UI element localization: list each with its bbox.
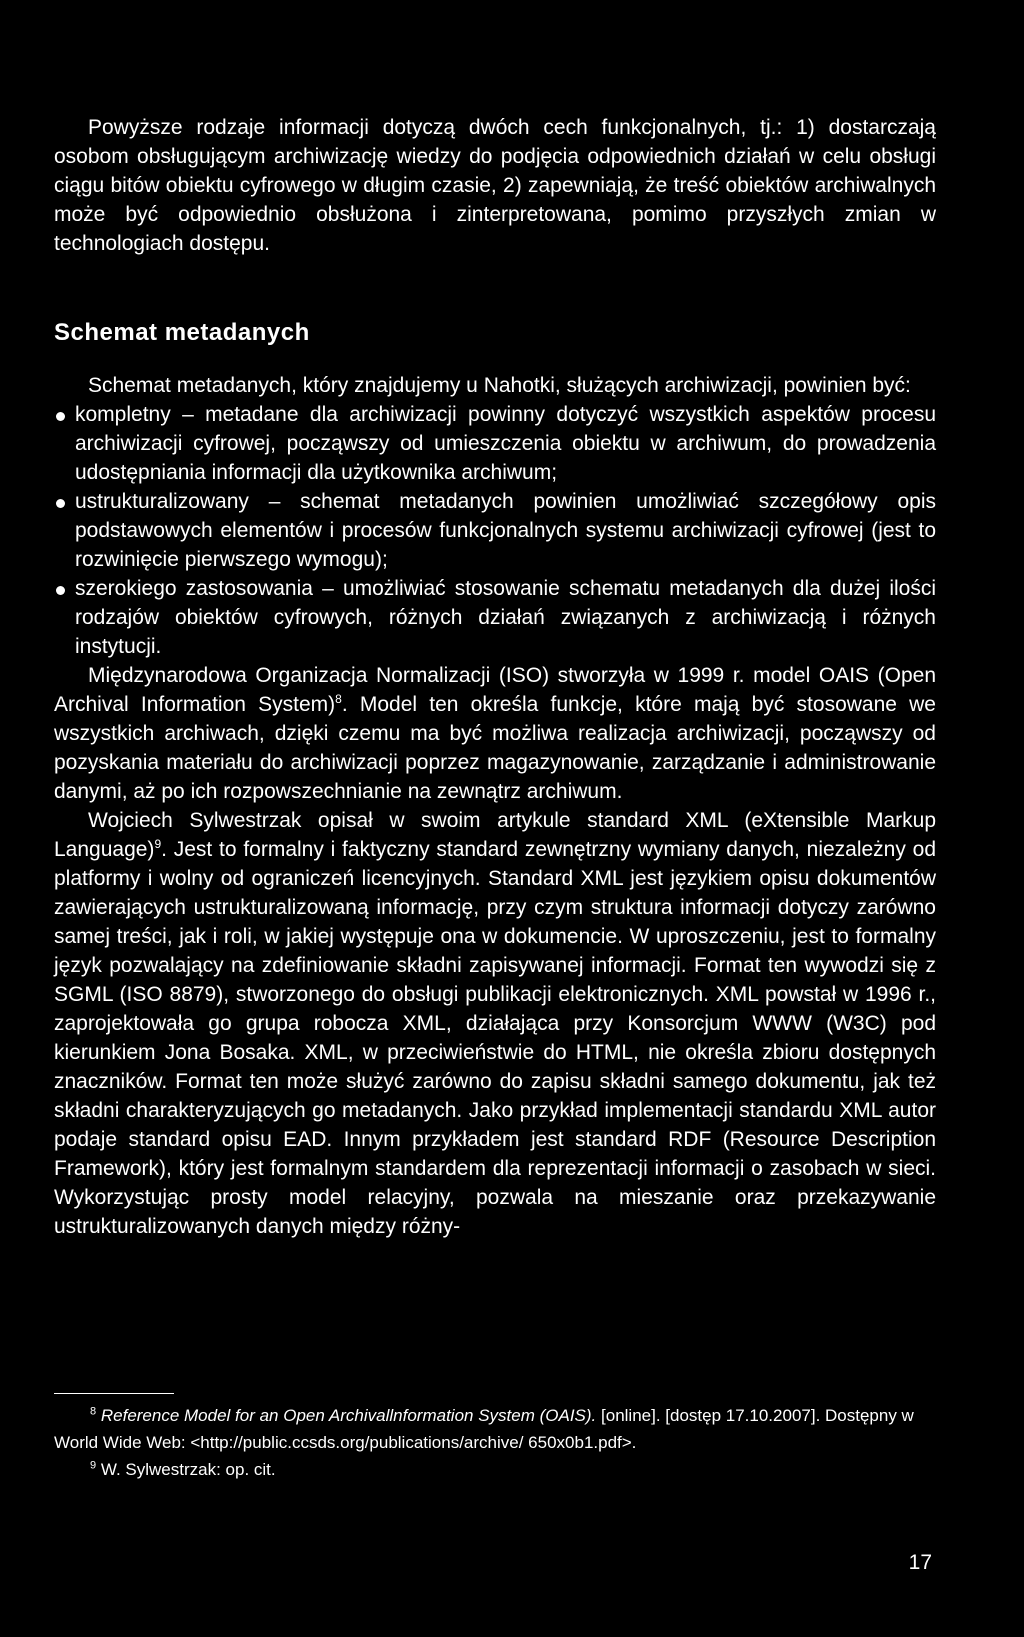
oais-paragraph: Międzynarodowa Organizacja Normalizacji (ISO) stworzyła w 1999 r. model OAIS (Open Archival Information System)$^8$. Model ten określa funkcje, które mają być stosowane we wszystkich archiwach, dzięki czemu ma być możliwa realizacja archiwizacji, począwszy od pozyskania materiału do archiwizacji poprzez magazynowanie, zarządzanie i administrowanie danymi, aż po ich rozpowszechnianie na zewnątrz archiwum. bbox=[54, 664, 936, 803]
section-body bbox=[54, 371, 936, 1241]
list-item: kompletny – metadane dla archiwizacji powinny dotyczyć wszystkich aspektów procesu archiwizacji cyfrowej, począwszy od umieszczenia obiektu w archiwum, do prowadzenia udostępniania informacji dla użytkownika archiwum; bbox=[54, 400, 936, 487]
bullet-icon bbox=[56, 412, 65, 421]
section-lead: Schemat metadanych, który znajdujemy u Nahotki, służących archiwizacji, powinien być: bbox=[88, 374, 911, 397]
section-heading: Schemat metadanych bbox=[54, 319, 310, 346]
bullet-icon bbox=[56, 499, 65, 508]
xml-paragraph: Wojciech Sylwestrzak opisał w swoim artykule standard XML (eXtensible Markup Language)$^9$. Jest to formalny i faktyczny standard zewnętrzny wymiany danych, niezależny od platformy i wolny od ograniczeń licencyjnych. Standard XML jest językiem opisu dokumentów zawierających ustrukturalizowaną informację, przy czym struktura informacji dotyczy zarówno samej treści, jak i roli, w jakiej występuje ona w dokumencie. W uproszczeniu, jest to formalny język pozwalający na zdefiniowanie składni zapisywanej informacji. Format ten wywodzi się z SGML (ISO 8879), stworzonego do obsługi publikacji elektronicznych. XML powstał w 1996 r., zaprojektowała go grupa robocza XML, działająca przy Konsorcjum WWW (W3C) pod kierunkiem Jona Bosaka. XML, w przeciwieństwie do HTML, nie określa zbioru dostępnych znaczników. Format ten może służyć zarówno do zapisu składni samego dokumentu, jak też składni charakteryzujących go metadanych. Jako przykład implementacji standardu XML autor podaje standard opisu EAD. Innym przykładem jest standard RDF (Resource Description Framework), który jest formalnym standardem dla reprezentacji informacji o zasobach w sieci. Wykorzystując prosty model relacyjny, pozwala na mieszanie oraz przekazywanie ustrukturalizowanych danych między różny- bbox=[54, 809, 936, 1238]
intro-paragraph bbox=[54, 113, 936, 258]
footnote-divider bbox=[54, 1393, 174, 1394]
footnote-9: $^9$ W. Sylwestrzak: op. cit. bbox=[90, 1459, 276, 1479]
footnotes bbox=[54, 1402, 936, 1483]
footnote-ref-8: 8 bbox=[335, 692, 342, 706]
requirements-list bbox=[54, 400, 936, 661]
footnote-8-rest: [online]. [dostęp 17.10.2007]. Dostępny w World Wide Web: <http://public.ccsds.org/publications/archive/ 650x0b1.pdf>. bbox=[54, 1406, 914, 1452]
footnote-ref-9: 9 bbox=[154, 837, 162, 851]
bullet-icon bbox=[56, 586, 65, 595]
page-number: 17 bbox=[908, 1551, 932, 1574]
intro-rest: 1) dostarczają osobom obsługującym archiwizację wiedzy do podjęcia odpowiednich działań w celu obsługi ciągu bitów obiektu cyfrowego w długim czasie, 2) zapewniają, że treść obiektów archiwalnych może być odpowiednio obsłużona i zinterpretowana, pomimo przyszłych zmian w technologiach dostępu. bbox=[54, 116, 936, 255]
intro-block bbox=[54, 113, 936, 258]
intro-lead: Powyższe rodzaje informacji dotyczą dwóch cech funkcjonalnych, tj.: bbox=[88, 116, 783, 139]
list-item: szerokiego zastosowania – umożliwiać stosowanie schematu metadanych dla dużej ilości rodzajów obiektów cyfrowych, różnych działań związanych z archiwizacją i różnych instytucji. bbox=[54, 574, 936, 661]
footnote-8-title: Reference Model for an Open Archivallnformation System (OAIS). bbox=[100, 1406, 597, 1425]
list-item: ustrukturalizowany – schemat metadanych powinien umożliwiać szczegółowy opis podstawowych elementów i procesów funkcjonalnych systemu archiwizacji cyfrowej (jest to rozwinięcie pierwszego wymogu); bbox=[54, 487, 936, 574]
footnote-8: $^8$ Reference Model for an Open Archivallnformation System (OAIS). [online]. [dostęp 17.10.2007]. Dostępny w World Wide Web: <http://public.ccsds.org/publications/archive/ 650x0b1.pdf>. bbox=[54, 1405, 914, 1452]
